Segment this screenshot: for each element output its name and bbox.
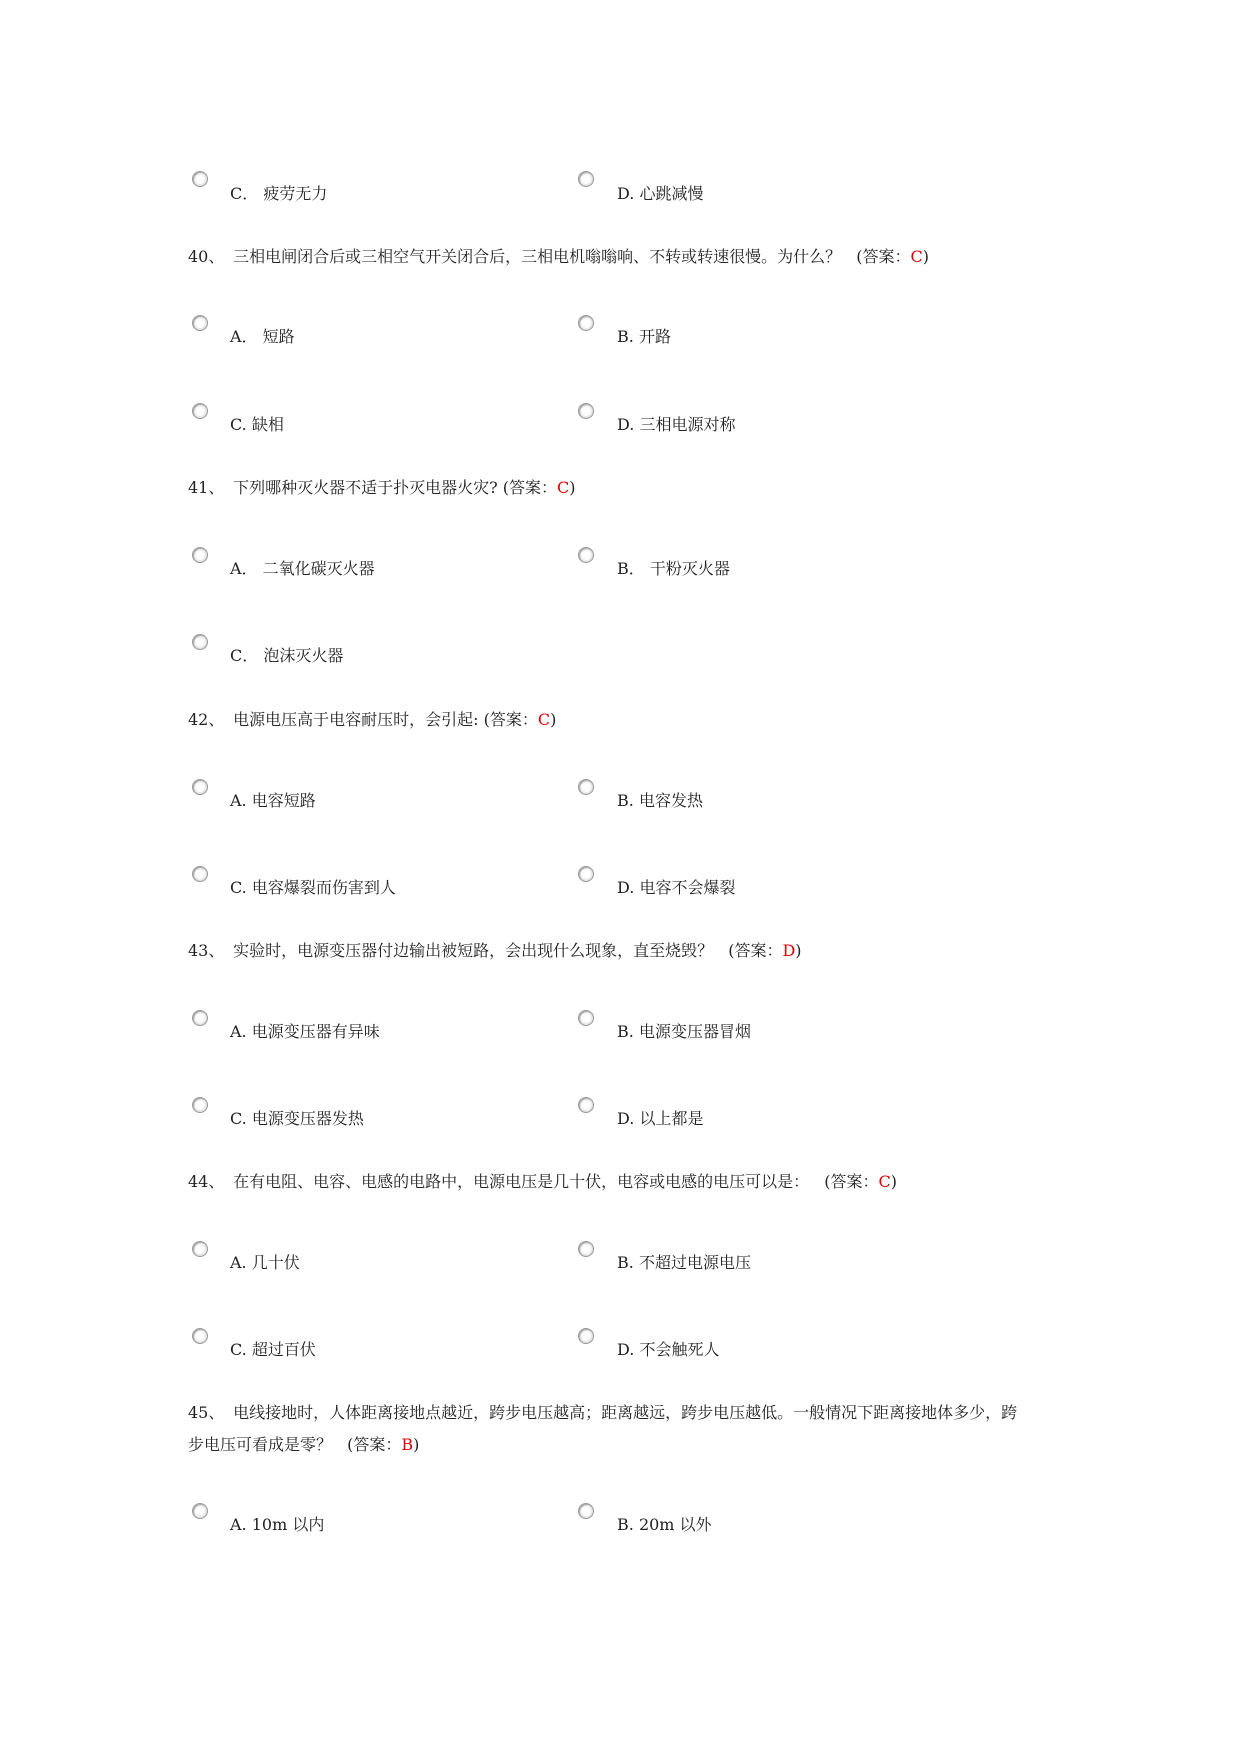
option-letter: C． <box>230 646 259 665</box>
answer-prefix: (答案： <box>502 478 558 497</box>
answer-prefix: (答案： <box>856 247 911 266</box>
question-41 <box>188 477 576 499</box>
option-q39-c <box>230 184 327 204</box>
option-letter: B． <box>617 559 645 578</box>
question-42 <box>188 709 556 731</box>
option-letter: A. <box>230 791 247 810</box>
option-q42-d <box>617 878 735 898</box>
option-text: 电源变压器有异味 <box>251 1022 380 1041</box>
option-letter: B. <box>617 1515 634 1534</box>
radio-q39-d[interactable] <box>578 171 594 187</box>
radio-q40-d[interactable] <box>578 403 594 419</box>
question-text: 在有电阻、电容、电感的电路中，电源电压是几十伏，电容或电感的电压可以是： <box>233 1172 810 1191</box>
radio-q39-c[interactable] <box>192 171 208 187</box>
option-text: 电容短路 <box>251 791 316 810</box>
radio-q40-a[interactable] <box>192 315 208 331</box>
option-q40-b <box>617 327 671 347</box>
question-number: 43、 <box>188 941 225 960</box>
option-text: 开路 <box>638 327 671 346</box>
option-text: 心跳减慢 <box>639 184 704 203</box>
question-text: 下列哪种灭火器不适于扑灭电器火灾? <box>233 478 498 497</box>
option-text: 不会触死人 <box>639 1340 720 1359</box>
question-number: 44、 <box>188 1172 225 1191</box>
question-44 <box>188 1171 897 1193</box>
option-letter: A． <box>230 327 258 346</box>
answer-suffix: ) <box>795 941 802 960</box>
answer-key: C <box>910 247 923 266</box>
option-letter: C. <box>230 878 247 897</box>
option-letter: B. <box>617 1253 634 1272</box>
option-letter: C. <box>230 1109 247 1128</box>
option-q40-c <box>230 415 284 435</box>
option-q44-b <box>617 1253 751 1273</box>
radio-q40-c[interactable] <box>192 403 208 419</box>
option-letter: D. <box>617 184 635 203</box>
question-number: 45、 <box>188 1403 225 1422</box>
radio-q44-b[interactable] <box>578 1241 594 1257</box>
option-q42-b <box>617 791 703 811</box>
option-text: 疲劳无力 <box>263 184 328 203</box>
option-letter: B. <box>617 791 634 810</box>
answer-suffix: ) <box>922 247 929 266</box>
question-number: 42、 <box>188 710 225 729</box>
option-text: 泡沫灭火器 <box>263 646 344 665</box>
option-q43-d <box>617 1109 703 1129</box>
option-q40-a <box>230 327 295 347</box>
option-q44-d <box>617 1340 719 1360</box>
radio-q45-a[interactable] <box>192 1503 208 1519</box>
option-q45-b <box>617 1515 712 1535</box>
answer-key: C <box>537 710 551 729</box>
radio-q43-b[interactable] <box>578 1010 594 1026</box>
answer-suffix: ) <box>550 710 557 729</box>
option-text: 10m 以内 <box>251 1515 325 1534</box>
option-text: 20m 以外 <box>638 1515 712 1534</box>
radio-q42-c[interactable] <box>192 866 208 882</box>
radio-q44-d[interactable] <box>578 1328 594 1344</box>
question-45 <box>188 1402 1017 1424</box>
option-q42-c <box>230 878 396 898</box>
radio-q43-c[interactable] <box>192 1097 208 1113</box>
radio-q42-a[interactable] <box>192 779 208 795</box>
question-text-line2: 步电压可看成是零？ <box>188 1435 333 1454</box>
option-text: 短路 <box>262 327 295 346</box>
question-45-line2 <box>188 1434 419 1456</box>
radio-q43-a[interactable] <box>192 1010 208 1026</box>
option-letter: D. <box>617 1109 635 1128</box>
option-q44-a <box>230 1253 300 1273</box>
option-letter: A. <box>230 1515 247 1534</box>
option-q43-b <box>617 1022 751 1042</box>
option-text: 电源变压器冒烟 <box>638 1022 751 1041</box>
answer-suffix: ) <box>569 478 576 497</box>
question-text: 三相电闸闭合后或三相空气开关闭合后，三相电机嗡嗡响、不转或转速很慢。为什么？ <box>233 247 842 266</box>
option-letter: C. <box>230 415 247 434</box>
option-text: 三相电源对称 <box>639 415 736 434</box>
option-text: 以上都是 <box>639 1109 704 1128</box>
option-letter: D. <box>617 1340 635 1359</box>
option-letter: A. <box>230 1253 247 1272</box>
question-number: 40、 <box>188 247 225 266</box>
option-text: 二氧化碳灭火器 <box>262 559 375 578</box>
option-q40-d <box>617 415 735 435</box>
answer-suffix: ) <box>413 1435 420 1454</box>
answer-prefix: (答案： <box>824 1172 879 1191</box>
option-q42-a <box>230 791 316 811</box>
option-text: 缺相 <box>251 415 284 434</box>
question-text-line1: 电线接地时，人体距离接地点越近，跨步电压越高；距离越远，跨步电压越低。一般情况下距离接地体多少，跨 <box>233 1403 1018 1422</box>
option-text: 电容爆裂而伤害到人 <box>251 878 396 897</box>
option-letter: B. <box>617 1022 634 1041</box>
option-q43-a <box>230 1022 380 1042</box>
option-letter: D. <box>617 878 635 897</box>
option-text: 电源变压器发热 <box>251 1109 364 1128</box>
answer-suffix: ) <box>890 1172 897 1191</box>
option-q43-c <box>230 1109 364 1129</box>
question-40 <box>188 246 929 268</box>
radio-q43-d[interactable] <box>578 1097 594 1113</box>
radio-q41-b[interactable] <box>578 547 594 563</box>
option-q41-a <box>230 559 375 579</box>
question-43 <box>188 940 802 962</box>
answer-prefix: (答案： <box>347 1435 402 1454</box>
answer-key: D <box>782 941 796 960</box>
radio-q44-a[interactable] <box>192 1241 208 1257</box>
radio-q40-b[interactable] <box>578 315 594 331</box>
answer-prefix: (答案： <box>483 710 538 729</box>
option-letter: B. <box>617 327 634 346</box>
question-text: 实验时，电源变压器付边输出被短路，会出现什么现象，直至烧毁？ <box>233 941 714 960</box>
option-text: 超过百伏 <box>251 1340 316 1359</box>
option-letter: C. <box>230 1340 247 1359</box>
answer-key: C <box>878 1172 891 1191</box>
radio-q42-d[interactable] <box>578 866 594 882</box>
option-text: 电容不会爆裂 <box>639 878 736 897</box>
option-letter: D. <box>617 415 635 434</box>
answer-key: C <box>557 478 570 497</box>
option-q44-c <box>230 1340 316 1360</box>
option-letter: A. <box>230 1022 247 1041</box>
option-q41-c <box>230 646 343 666</box>
option-text: 干粉灭火器 <box>649 559 730 578</box>
option-text: 不超过电源电压 <box>638 1253 751 1272</box>
option-text: 几十伏 <box>251 1253 300 1272</box>
radio-q41-a[interactable] <box>192 547 208 563</box>
question-number: 41、 <box>188 478 225 497</box>
radio-q45-b[interactable] <box>578 1503 594 1519</box>
option-letter: C． <box>230 184 259 203</box>
option-q41-b <box>617 559 730 579</box>
option-q39-d <box>617 184 703 204</box>
radio-q44-c[interactable] <box>192 1328 208 1344</box>
option-letter: A． <box>230 559 258 578</box>
question-text: 电源电压高于电容耐压时，会引起: <box>233 710 479 729</box>
radio-q42-b[interactable] <box>578 779 594 795</box>
answer-key: B <box>401 1435 414 1454</box>
option-q45-a <box>230 1515 324 1535</box>
answer-prefix: (答案： <box>728 941 783 960</box>
radio-q41-c[interactable] <box>192 634 208 650</box>
option-text: 电容发热 <box>638 791 703 810</box>
